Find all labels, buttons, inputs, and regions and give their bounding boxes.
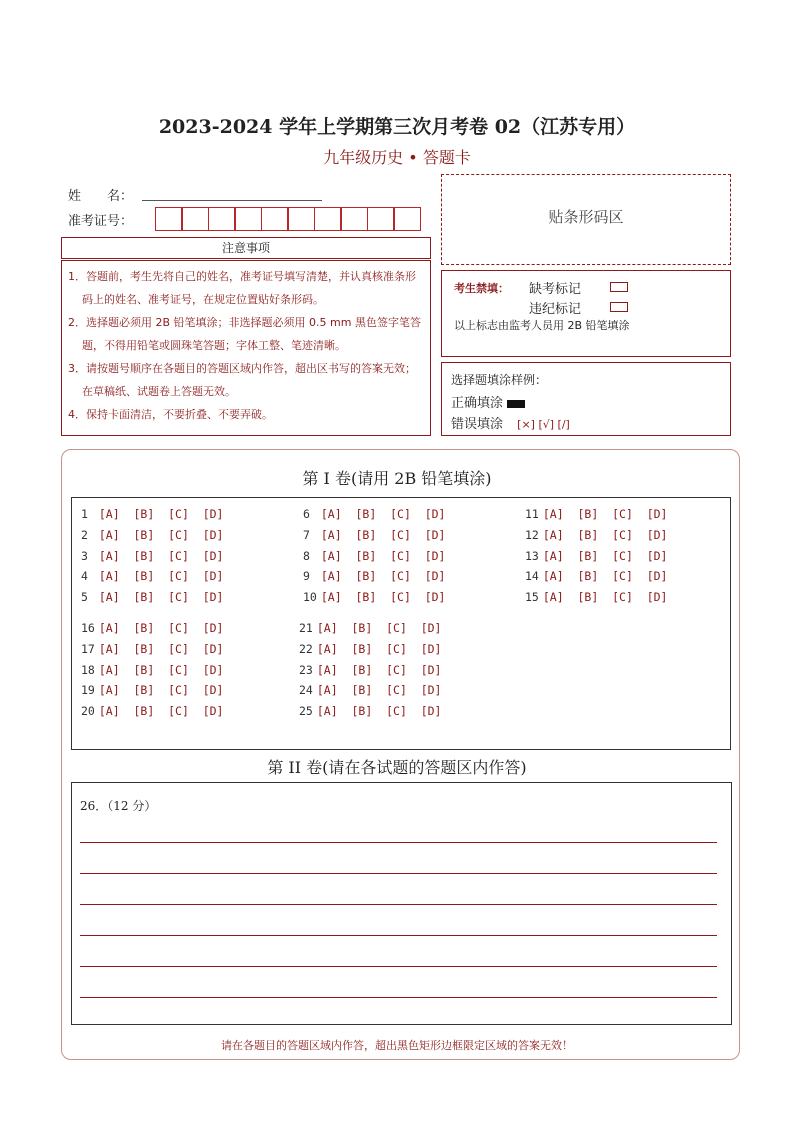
id-digit-box[interactable] [208, 207, 235, 231]
question-number: 17 [81, 641, 95, 656]
subtitle-card: 答题卡 [422, 148, 471, 167]
question-number: 16 [81, 621, 95, 635]
part1-title: 第 I 卷(请用 2B 铅笔填涂) [302, 469, 492, 488]
violation-mark-box[interactable] [610, 302, 628, 312]
id-digit-box[interactable] [394, 207, 421, 231]
correct-fill-example [451, 392, 525, 411]
choice-row[interactable] [81, 704, 223, 718]
barcode-label: 贴条形码区 [548, 208, 624, 226]
question-number: 7 [303, 527, 317, 542]
question-number: 11 [525, 507, 539, 521]
choice-options[interactable]: [A] [B] [C] [D] [542, 527, 668, 542]
wrong-fill-label: 错误填涂 [451, 417, 504, 432]
question-number: 20 [81, 704, 95, 719]
choice-options[interactable]: [A] [B] [C] [D] [316, 641, 442, 656]
choice-options[interactable]: [A] [B] [C] [D] [98, 621, 224, 635]
choice-row[interactable] [81, 549, 223, 563]
absent-label: 缺考标记 [529, 282, 582, 297]
choice-options[interactable]: [A] [B] [C] [D] [98, 590, 224, 605]
choice-row[interactable] [303, 528, 445, 542]
id-digit-box[interactable] [261, 207, 288, 231]
choice-options[interactable]: [A] [B] [C] [D] [320, 527, 446, 542]
id-digit-box[interactable] [341, 207, 368, 231]
choice-options[interactable]: [A] [B] [C] [D] [98, 704, 224, 719]
choice-row[interactable] [525, 569, 667, 583]
sample-label: 选择题填涂样例： [451, 373, 548, 387]
answer-line[interactable] [80, 997, 717, 998]
notice-heading: 注意事项 [61, 237, 431, 259]
choice-row[interactable] [303, 569, 445, 583]
choice-options[interactable]: [A] [B] [C] [D] [320, 507, 446, 521]
question-number: 24 [299, 683, 313, 698]
choice-options[interactable]: [A] [B] [C] [D] [98, 683, 224, 698]
question-number: 1 [81, 507, 95, 521]
question-number: 22 [299, 641, 313, 656]
question-number: 10 [303, 590, 317, 605]
wrong-fill-marks: [×] [√] [/] [517, 418, 570, 431]
choice-row[interactable] [81, 642, 223, 656]
q26-label: 26．（12 分） [80, 799, 157, 813]
choice-row[interactable] [525, 549, 667, 563]
barcode-area [441, 174, 731, 265]
answer-line[interactable] [80, 935, 717, 936]
choice-row[interactable] [81, 663, 223, 677]
choice-options[interactable]: [A] [B] [C] [D] [542, 507, 668, 521]
choice-row[interactable] [299, 683, 441, 697]
choice-row[interactable] [81, 590, 223, 604]
question-number: 23 [299, 662, 313, 677]
choice-options[interactable]: [A] [B] [C] [D] [542, 569, 668, 584]
name-label: 姓 名： [68, 189, 134, 204]
subtitle-subject: 九年级历史 [323, 148, 404, 167]
choice-options[interactable]: [A] [B] [C] [D] [542, 548, 668, 563]
choice-options[interactable]: [A] [B] [C] [D] [316, 704, 442, 719]
choice-options[interactable]: [A] [B] [C] [D] [98, 548, 224, 563]
question-number: 14 [525, 569, 539, 584]
choice-options[interactable]: [A] [B] [C] [D] [316, 683, 442, 698]
name-field[interactable] [142, 200, 322, 201]
id-label: 准考证号： [68, 214, 134, 229]
choice-row[interactable] [81, 683, 223, 697]
question-number: 25 [299, 704, 313, 719]
choice-row[interactable] [303, 507, 445, 521]
choice-options[interactable]: [A] [B] [C] [D] [98, 507, 224, 521]
page-title: 2023-2024 学年上学期第三次月考卷 02（江苏专用） [158, 116, 636, 138]
forbidden-note: 以上标志由监考人员用 2B 铅笔填涂 [454, 319, 630, 332]
notice-box [61, 260, 431, 436]
filled-mark-icon [507, 400, 525, 408]
choice-options[interactable]: [A] [B] [C] [D] [98, 641, 224, 656]
choice-row[interactable] [525, 507, 667, 521]
choice-options[interactable]: [A] [B] [C] [D] [98, 662, 224, 677]
choice-row[interactable] [299, 704, 441, 718]
question-number: 6 [303, 507, 317, 521]
answer-line[interactable] [80, 966, 717, 967]
sample-box [441, 362, 731, 436]
notice-item-1: 1．答题前，考生先将自己的姓名，准考证号填写清楚，并认真核准条形码上的姓名、准考证号，在规定位置贴好条形码。 [68, 270, 416, 306]
choice-options[interactable]: [A] [B] [C] [D] [316, 621, 442, 635]
choice-options[interactable]: [A] [B] [C] [D] [98, 569, 224, 584]
answer-line[interactable] [80, 904, 717, 905]
choice-row[interactable] [299, 642, 441, 656]
id-digit-box[interactable] [235, 207, 262, 231]
absent-mark-box[interactable] [610, 282, 628, 292]
question-number: 18 [81, 662, 95, 677]
notice-item-3: 3．请按题号顺序在各题目的答题区域内作答，超出区书写的答案无效；在草稿纸、试题卷上答题无效。 [68, 362, 416, 398]
choice-options[interactable]: [A] [B] [C] [D] [542, 590, 668, 605]
choice-options[interactable]: [A] [B] [C] [D] [316, 662, 442, 677]
choice-row[interactable] [525, 528, 667, 542]
wrong-fill-example [451, 413, 570, 432]
notice-item-2: 2．选择题必须用 2B 铅笔填涂；非选择题必须用 0.5 mm 黑色签字笔答题，不得用铅笔或圆珠笔答题；字体工整、笔迹清晰。 [68, 316, 421, 352]
choice-row[interactable] [299, 621, 441, 635]
choice-row[interactable] [299, 663, 441, 677]
id-digit-box[interactable] [182, 207, 209, 231]
choice-row[interactable] [303, 549, 445, 563]
exam-id-boxes [155, 207, 420, 231]
violation-label: 违纪标记 [529, 302, 582, 317]
choice-row[interactable] [81, 621, 223, 635]
question-number: 9 [303, 569, 317, 584]
choice-row[interactable] [525, 590, 667, 604]
page-subtitle [0, 145, 794, 168]
choice-row[interactable] [81, 528, 223, 542]
question-number: 4 [81, 569, 95, 584]
choice-row[interactable] [81, 507, 223, 521]
question-number: 21 [299, 621, 313, 635]
id-digit-box[interactable] [288, 207, 315, 231]
forbidden-label: 考生禁填： [454, 282, 509, 295]
forbidden-box [441, 270, 731, 357]
question-number: 3 [81, 548, 95, 563]
question-number: 19 [81, 683, 95, 698]
footer-warning: 请在各题目的答题区域内作答，超出黑色矩形边框限定区域的答案无效！ [221, 1039, 573, 1052]
question-number: 2 [81, 527, 95, 542]
choice-options[interactable]: [A] [B] [C] [D] [320, 590, 446, 605]
part2-title: 第 II 卷(请在各试题的答题区内作答) [267, 758, 527, 777]
choice-row[interactable] [303, 590, 445, 604]
question-number: 8 [303, 548, 317, 563]
id-digit-box[interactable] [314, 207, 341, 231]
id-digit-box[interactable] [155, 207, 182, 231]
answer-line[interactable] [80, 873, 717, 874]
correct-fill-label: 正确填涂 [451, 396, 504, 411]
choice-options[interactable]: [A] [B] [C] [D] [98, 527, 224, 542]
choice-row[interactable] [81, 569, 223, 583]
question-number: 13 [525, 548, 539, 563]
notice-item-4: 4．保持卡面清洁，不要折叠、不要弄破。 [68, 408, 273, 421]
question-number: 5 [81, 590, 95, 605]
subtitle-dot: • [408, 148, 418, 167]
question-number: 12 [525, 527, 539, 542]
choice-options[interactable]: [A] [B] [C] [D] [320, 569, 446, 584]
question-number: 15 [525, 590, 539, 605]
choice-options[interactable]: [A] [B] [C] [D] [320, 548, 446, 563]
answer-line[interactable] [80, 842, 717, 843]
id-digit-box[interactable] [367, 207, 394, 231]
